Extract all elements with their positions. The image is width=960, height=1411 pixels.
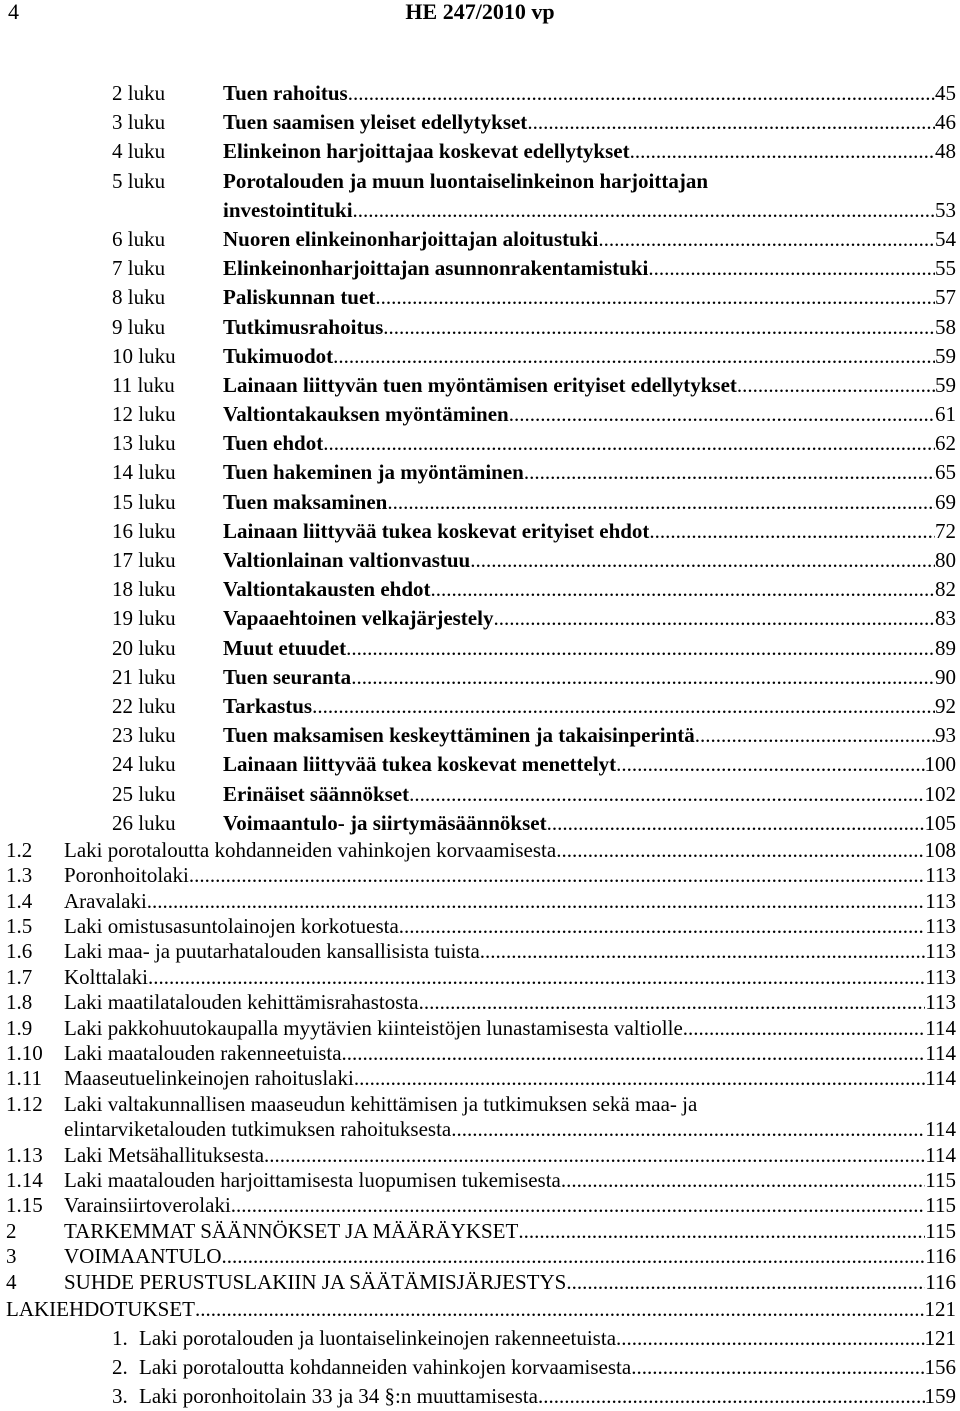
toc-entry-page: 116	[925, 1244, 956, 1269]
toc-entry-number: 1.	[112, 1325, 128, 1350]
toc-entry	[0, 1193, 960, 1218]
toc-entry-page: 114	[925, 1117, 956, 1142]
toc-entry	[0, 79, 960, 108]
toc-entry-number: 20 luku	[112, 635, 176, 660]
toc-entry-page: 102	[924, 781, 956, 806]
toc-entry-page: 48	[935, 139, 956, 164]
toc-entry-page: 72	[935, 518, 956, 543]
toc-entry	[0, 1270, 960, 1295]
toc-entry-number: 4 luku	[112, 139, 166, 164]
toc-entry-page: 114	[925, 1041, 956, 1065]
dot-leader	[348, 79, 935, 108]
toc-entry-page: 57	[935, 285, 956, 310]
toc-entry	[0, 721, 960, 750]
toc-entry-page: 45	[935, 81, 956, 105]
toc-entry-title: Lainaan liittyvää tukea koskevat erityiset ehdot	[223, 518, 650, 543]
toc-entry-title: Laki valtakunnallisen maaseudun kehittämisen ja tutkimuksen sekä maa- ja	[64, 1091, 698, 1116]
toc-entry	[0, 1092, 960, 1117]
toc-entry	[0, 108, 960, 137]
dot-leader	[648, 254, 935, 283]
toc-entry-page: 65	[935, 460, 956, 485]
toc-entry-page: 100	[924, 752, 956, 777]
toc-entry-page: 69	[935, 489, 956, 514]
dot-leader	[323, 429, 935, 458]
toc-entry-title: Tukimuodot	[223, 343, 334, 368]
toc-entry-page: 113	[925, 990, 956, 1015]
toc-entry-title: investointituki	[223, 197, 353, 222]
toc-entry-page: 53	[935, 197, 956, 222]
toc-entry	[0, 1295, 960, 1324]
toc-entry-number: 1.13	[6, 1142, 43, 1167]
toc-entry-title: Valtionlainan valtionvastuu	[223, 548, 471, 572]
dot-leader	[264, 1143, 925, 1168]
table-of-contents	[0, 79, 960, 1411]
toc-entry-title: Laki porotaloutta kohdanneiden vahinkojen korvaamisesta	[64, 837, 557, 862]
toc-entry	[0, 663, 960, 692]
toc-entry	[0, 1353, 960, 1382]
toc-entry-page: 55	[935, 256, 956, 281]
toc-entry-page: 54	[935, 226, 956, 251]
toc-entry	[0, 965, 960, 990]
toc-entry-title: Laki maa- ja puutarhatalouden kansallisista tuista	[64, 939, 480, 964]
toc-entry	[0, 889, 960, 914]
toc-entry-continuation	[0, 196, 960, 225]
dot-leader	[383, 313, 935, 342]
toc-entry-page: 114	[925, 1015, 956, 1040]
toc-entry-number: 16 luku	[112, 518, 176, 543]
dot-leader	[493, 604, 935, 633]
toc-entry-title: Laki omistusasuntolainojen korkotuesta	[64, 914, 399, 939]
toc-entry	[0, 604, 960, 633]
toc-entry	[0, 809, 960, 838]
toc-entry-page: 105	[924, 810, 956, 835]
toc-entry-number: 24 luku	[112, 752, 176, 777]
toc-entry	[0, 1041, 960, 1066]
toc-entry-title: Tarkastus	[223, 693, 313, 718]
toc-entry	[0, 838, 960, 863]
toc-entry-title: Muut etuudet	[223, 635, 347, 660]
toc-entry-title: Tuen saamisen yleiset edellytykset	[223, 110, 528, 135]
toc-entry	[0, 575, 960, 604]
toc-entry-title: Tutkimusrahoitus	[223, 314, 384, 339]
toc-entry-title: Laki porotaloutta kohdanneiden vahinkojen korvaamisesta	[139, 1354, 632, 1379]
toc-entry-title: Porotalouden ja muun luontaiselinkeinon harjoittajan	[223, 168, 709, 193]
toc-entry	[0, 750, 960, 779]
dot-leader	[480, 939, 925, 964]
toc-entry-page: 115	[925, 1218, 956, 1243]
toc-entry-title: Tuen maksamisen keskeyttäminen ja takaisinperintä	[223, 723, 695, 748]
toc-entry	[0, 1066, 960, 1091]
toc-entry-page: 121	[924, 1325, 956, 1350]
dot-leader	[354, 1066, 925, 1091]
toc-entry-title: Tuen ehdot	[223, 431, 324, 456]
toc-entry-title: Elinkeinonharjoittajan asunnonrakentamistuki	[223, 256, 649, 281]
dot-leader	[518, 1219, 925, 1244]
toc-entry	[0, 517, 960, 546]
dot-leader	[399, 914, 925, 939]
dot-leader	[409, 780, 924, 809]
toc-entry	[0, 1382, 960, 1411]
dot-leader	[616, 1324, 924, 1353]
toc-entry-title: Nuoren elinkeinonharjoittajan aloitustuki	[223, 226, 599, 251]
dot-leader	[375, 283, 935, 312]
toc-entry	[0, 137, 960, 166]
dot-leader	[556, 838, 924, 863]
toc-entry-page: 116	[925, 1269, 956, 1294]
toc-entry-number: 1.5	[6, 914, 33, 939]
toc-entry-title: elintarviketalouden tutkimuksen rahoituksesta	[64, 1117, 452, 1142]
dot-leader	[649, 517, 935, 546]
toc-entry-number: 1.6	[6, 939, 33, 964]
toc-entry	[0, 1168, 960, 1193]
dot-leader	[451, 1117, 925, 1142]
toc-entry-title: Laki pakkohuutokaupalla myytävien kiinteistöjen lunastamisesta valtiolle	[64, 1015, 683, 1040]
toc-entry	[0, 634, 960, 663]
toc-entry-number: 3 luku	[112, 110, 166, 135]
toc-entry-number: 13 luku	[112, 431, 176, 456]
toc-entry-page: 59	[935, 343, 956, 368]
toc-entry-number: 15 luku	[112, 489, 176, 514]
toc-entry-page: 159	[924, 1383, 956, 1408]
toc-entry-title: Laki maatalouden harjoittamisesta luopumisen tukemisesta	[64, 1167, 561, 1192]
toc-entry-title: Tuen seuranta	[223, 664, 352, 689]
toc-entry	[0, 342, 960, 371]
toc-entry	[0, 692, 960, 721]
toc-entry-number: 9 luku	[112, 314, 166, 339]
toc-entry-number: 1.11	[6, 1066, 42, 1091]
toc-entry-page: 46	[935, 110, 956, 135]
dot-leader	[695, 721, 935, 750]
dot-leader	[346, 634, 935, 663]
dot-leader	[419, 990, 926, 1015]
toc-entry-page: 61	[935, 402, 956, 427]
toc-entry-title: Lainaan liittyvän tuen myöntämisen erityiset edellytykset	[223, 372, 737, 397]
toc-entry-title: Laki poronhoitolain 33 ja 34 §:n muuttamisesta	[139, 1383, 538, 1408]
toc-entry-page: 90	[935, 664, 956, 689]
toc-entry-page: 82	[935, 577, 956, 602]
toc-entry-number: 11 luku	[112, 372, 175, 397]
dot-leader	[631, 1353, 924, 1382]
toc-entry-number: 10 luku	[112, 343, 176, 368]
toc-entry-number: 14 luku	[112, 460, 176, 485]
document-id: HE 247/2010 vp	[405, 0, 555, 24]
toc-entry-page: 114	[925, 1066, 956, 1091]
toc-entry-number: 1.15	[6, 1193, 43, 1218]
toc-entry-page: 113	[925, 863, 956, 888]
toc-entry	[0, 400, 960, 429]
toc-entry-title: Valtiontakauksen myöntäminen	[223, 402, 509, 427]
toc-entry	[0, 863, 960, 888]
toc-entry-page: 89	[935, 635, 956, 660]
toc-entry-page: 80	[935, 548, 956, 572]
toc-entry-page: 113	[925, 888, 956, 913]
dot-leader	[561, 1168, 925, 1193]
toc-entry-page: 93	[935, 723, 956, 748]
toc-entry-title: LAKIEHDOTUKSET	[6, 1296, 195, 1321]
toc-entry-number: 1.14	[6, 1167, 43, 1192]
dot-leader	[683, 1016, 925, 1041]
toc-entry-page: 156	[924, 1354, 956, 1379]
dot-leader	[616, 750, 924, 779]
toc-entry-title: Laki porotalouden ja luontaiselinkeinojen rakenneetuista	[139, 1325, 617, 1350]
dot-leader	[342, 1041, 926, 1066]
toc-entry-title: Varainsiirtoverolaki	[64, 1193, 231, 1218]
toc-entry	[0, 780, 960, 809]
toc-entry-number: 1.8	[6, 990, 33, 1015]
toc-entry-title: Vapaaehtoinen velkajärjestely	[223, 606, 494, 631]
dot-leader	[387, 488, 935, 517]
toc-entry-page: 115	[925, 1193, 956, 1218]
toc-entry-number: 25 luku	[112, 781, 176, 806]
toc-entry-page: 108	[924, 837, 956, 862]
toc-entry-page: 114	[925, 1142, 956, 1167]
toc-entry-number: 26 luku	[112, 810, 176, 835]
toc-entry	[0, 1016, 960, 1041]
dot-leader	[566, 1270, 925, 1295]
dot-leader	[231, 1193, 925, 1218]
toc-entry-page: 113	[925, 914, 956, 939]
toc-entry-number: 8 luku	[112, 285, 166, 310]
toc-entry-title: Paliskunnan tuet	[223, 285, 376, 310]
toc-entry-number: 1.3	[6, 863, 33, 888]
toc-entry	[0, 458, 960, 487]
toc-entry	[0, 1324, 960, 1353]
dot-leader	[312, 692, 935, 721]
dot-leader	[221, 1244, 925, 1269]
toc-entry	[0, 1244, 960, 1269]
dot-leader	[147, 889, 925, 914]
toc-entry-number: 23 luku	[112, 723, 176, 748]
dot-leader	[353, 196, 935, 225]
toc-entry-title: Laki maatalouden rakenneetuista	[64, 1041, 342, 1065]
toc-entry	[0, 254, 960, 283]
dot-leader	[333, 342, 935, 371]
dot-leader	[538, 1382, 925, 1411]
dot-leader	[431, 575, 935, 604]
toc-entry-continuation	[0, 1117, 960, 1142]
toc-entry-title: Valtiontakausten ehdot	[223, 577, 431, 602]
toc-entry	[0, 488, 960, 517]
toc-entry-number: 19 luku	[112, 606, 176, 631]
dot-leader	[189, 863, 925, 888]
toc-entry-title: VOIMAANTULO	[64, 1244, 222, 1269]
toc-entry-title: Lainaan liittyvää tukea koskevat menettelyt	[223, 752, 617, 777]
dot-leader	[737, 371, 935, 400]
toc-entry-number: 2.	[112, 1354, 128, 1379]
dot-leader	[547, 809, 925, 838]
toc-entry-title: Laki maatilatalouden kehittämisrahastosta	[64, 990, 419, 1015]
dot-leader	[524, 458, 935, 487]
toc-entry	[0, 283, 960, 312]
toc-entry-title: Voimaantulo- ja siirtymäsäännökset	[223, 810, 547, 835]
page-header	[0, 0, 960, 40]
toc-entry-page: 62	[935, 431, 956, 456]
dot-leader	[195, 1295, 925, 1324]
toc-entry-number: 18 luku	[112, 577, 176, 602]
dot-leader	[598, 225, 935, 254]
toc-entry-number: 2 luku	[112, 81, 166, 105]
toc-entry-title: Erinäiset säännökset	[223, 781, 410, 806]
toc-entry	[0, 990, 960, 1015]
toc-entry-page: 115	[925, 1167, 956, 1192]
toc-entry-number: 3.	[112, 1383, 128, 1408]
toc-entry-number: 6 luku	[112, 226, 166, 251]
toc-entry-number: 3	[6, 1244, 17, 1269]
page-number: 4	[8, 0, 19, 24]
toc-entry-number: 12 luku	[112, 402, 176, 427]
toc-entry-page: 59	[935, 372, 956, 397]
toc-entry-page: 58	[935, 314, 956, 339]
toc-entry-title: Tuen rahoitus	[223, 81, 348, 105]
toc-entry	[0, 939, 960, 964]
toc-entry-title: Poronhoitolaki	[64, 863, 189, 888]
toc-entry-page: 113	[925, 939, 956, 964]
toc-entry-number: 1.7	[6, 964, 33, 989]
toc-entry-page: 92	[935, 693, 956, 718]
toc-entry-title: Laki Metsähallituksesta	[64, 1142, 265, 1167]
toc-entry-title: Tuen maksaminen	[223, 489, 388, 514]
toc-entry	[0, 1143, 960, 1168]
toc-entry-title: Maaseutuelinkeinojen rahoituslaki	[64, 1066, 354, 1091]
toc-entry-number: 5 luku	[112, 168, 166, 193]
toc-entry-title: Elinkeinon harjoittajaa koskevat edellytykset	[223, 139, 630, 164]
toc-entry	[0, 914, 960, 939]
toc-entry-page: 121	[924, 1296, 956, 1321]
toc-entry-number: 17 luku	[112, 548, 176, 572]
toc-entry-number: 1.4	[6, 888, 33, 913]
dot-leader	[148, 965, 925, 990]
toc-entry-title: TARKEMMAT SÄÄNNÖKSET JA MÄÄRÄYKSET	[64, 1218, 519, 1243]
toc-entry	[0, 371, 960, 400]
toc-entry	[0, 313, 960, 342]
toc-entry	[0, 429, 960, 458]
dot-leader	[509, 400, 935, 429]
toc-entry-title: Tuen hakeminen ja myöntäminen	[223, 460, 524, 485]
toc-entry-title: Kolttalaki	[64, 964, 148, 989]
dot-leader	[527, 108, 935, 137]
toc-entry	[0, 167, 960, 196]
toc-entry-title: Aravalaki	[64, 888, 147, 913]
toc-entry-page: 83	[935, 606, 956, 631]
toc-entry-number: 2	[6, 1218, 17, 1243]
toc-entry-number: 1.10	[6, 1041, 43, 1065]
toc-entry	[0, 546, 960, 575]
dot-leader	[630, 137, 935, 166]
toc-entry-number: 1.9	[6, 1015, 33, 1040]
toc-entry-number: 1.12	[6, 1091, 43, 1116]
toc-entry-number: 4	[6, 1269, 17, 1294]
toc-entry	[0, 1219, 960, 1244]
toc-entry-number: 1.2	[6, 837, 33, 862]
toc-entry-number: 22 luku	[112, 693, 176, 718]
toc-entry-page: 113	[925, 964, 956, 989]
toc-entry	[0, 225, 960, 254]
toc-entry-number: 21 luku	[112, 664, 176, 689]
dot-leader	[351, 663, 935, 692]
dot-leader	[470, 546, 935, 575]
toc-entry-number: 7 luku	[112, 256, 166, 281]
toc-entry-title: SUHDE PERUSTUSLAKIIN JA SÄÄTÄMISJÄRJESTYS	[64, 1269, 567, 1294]
